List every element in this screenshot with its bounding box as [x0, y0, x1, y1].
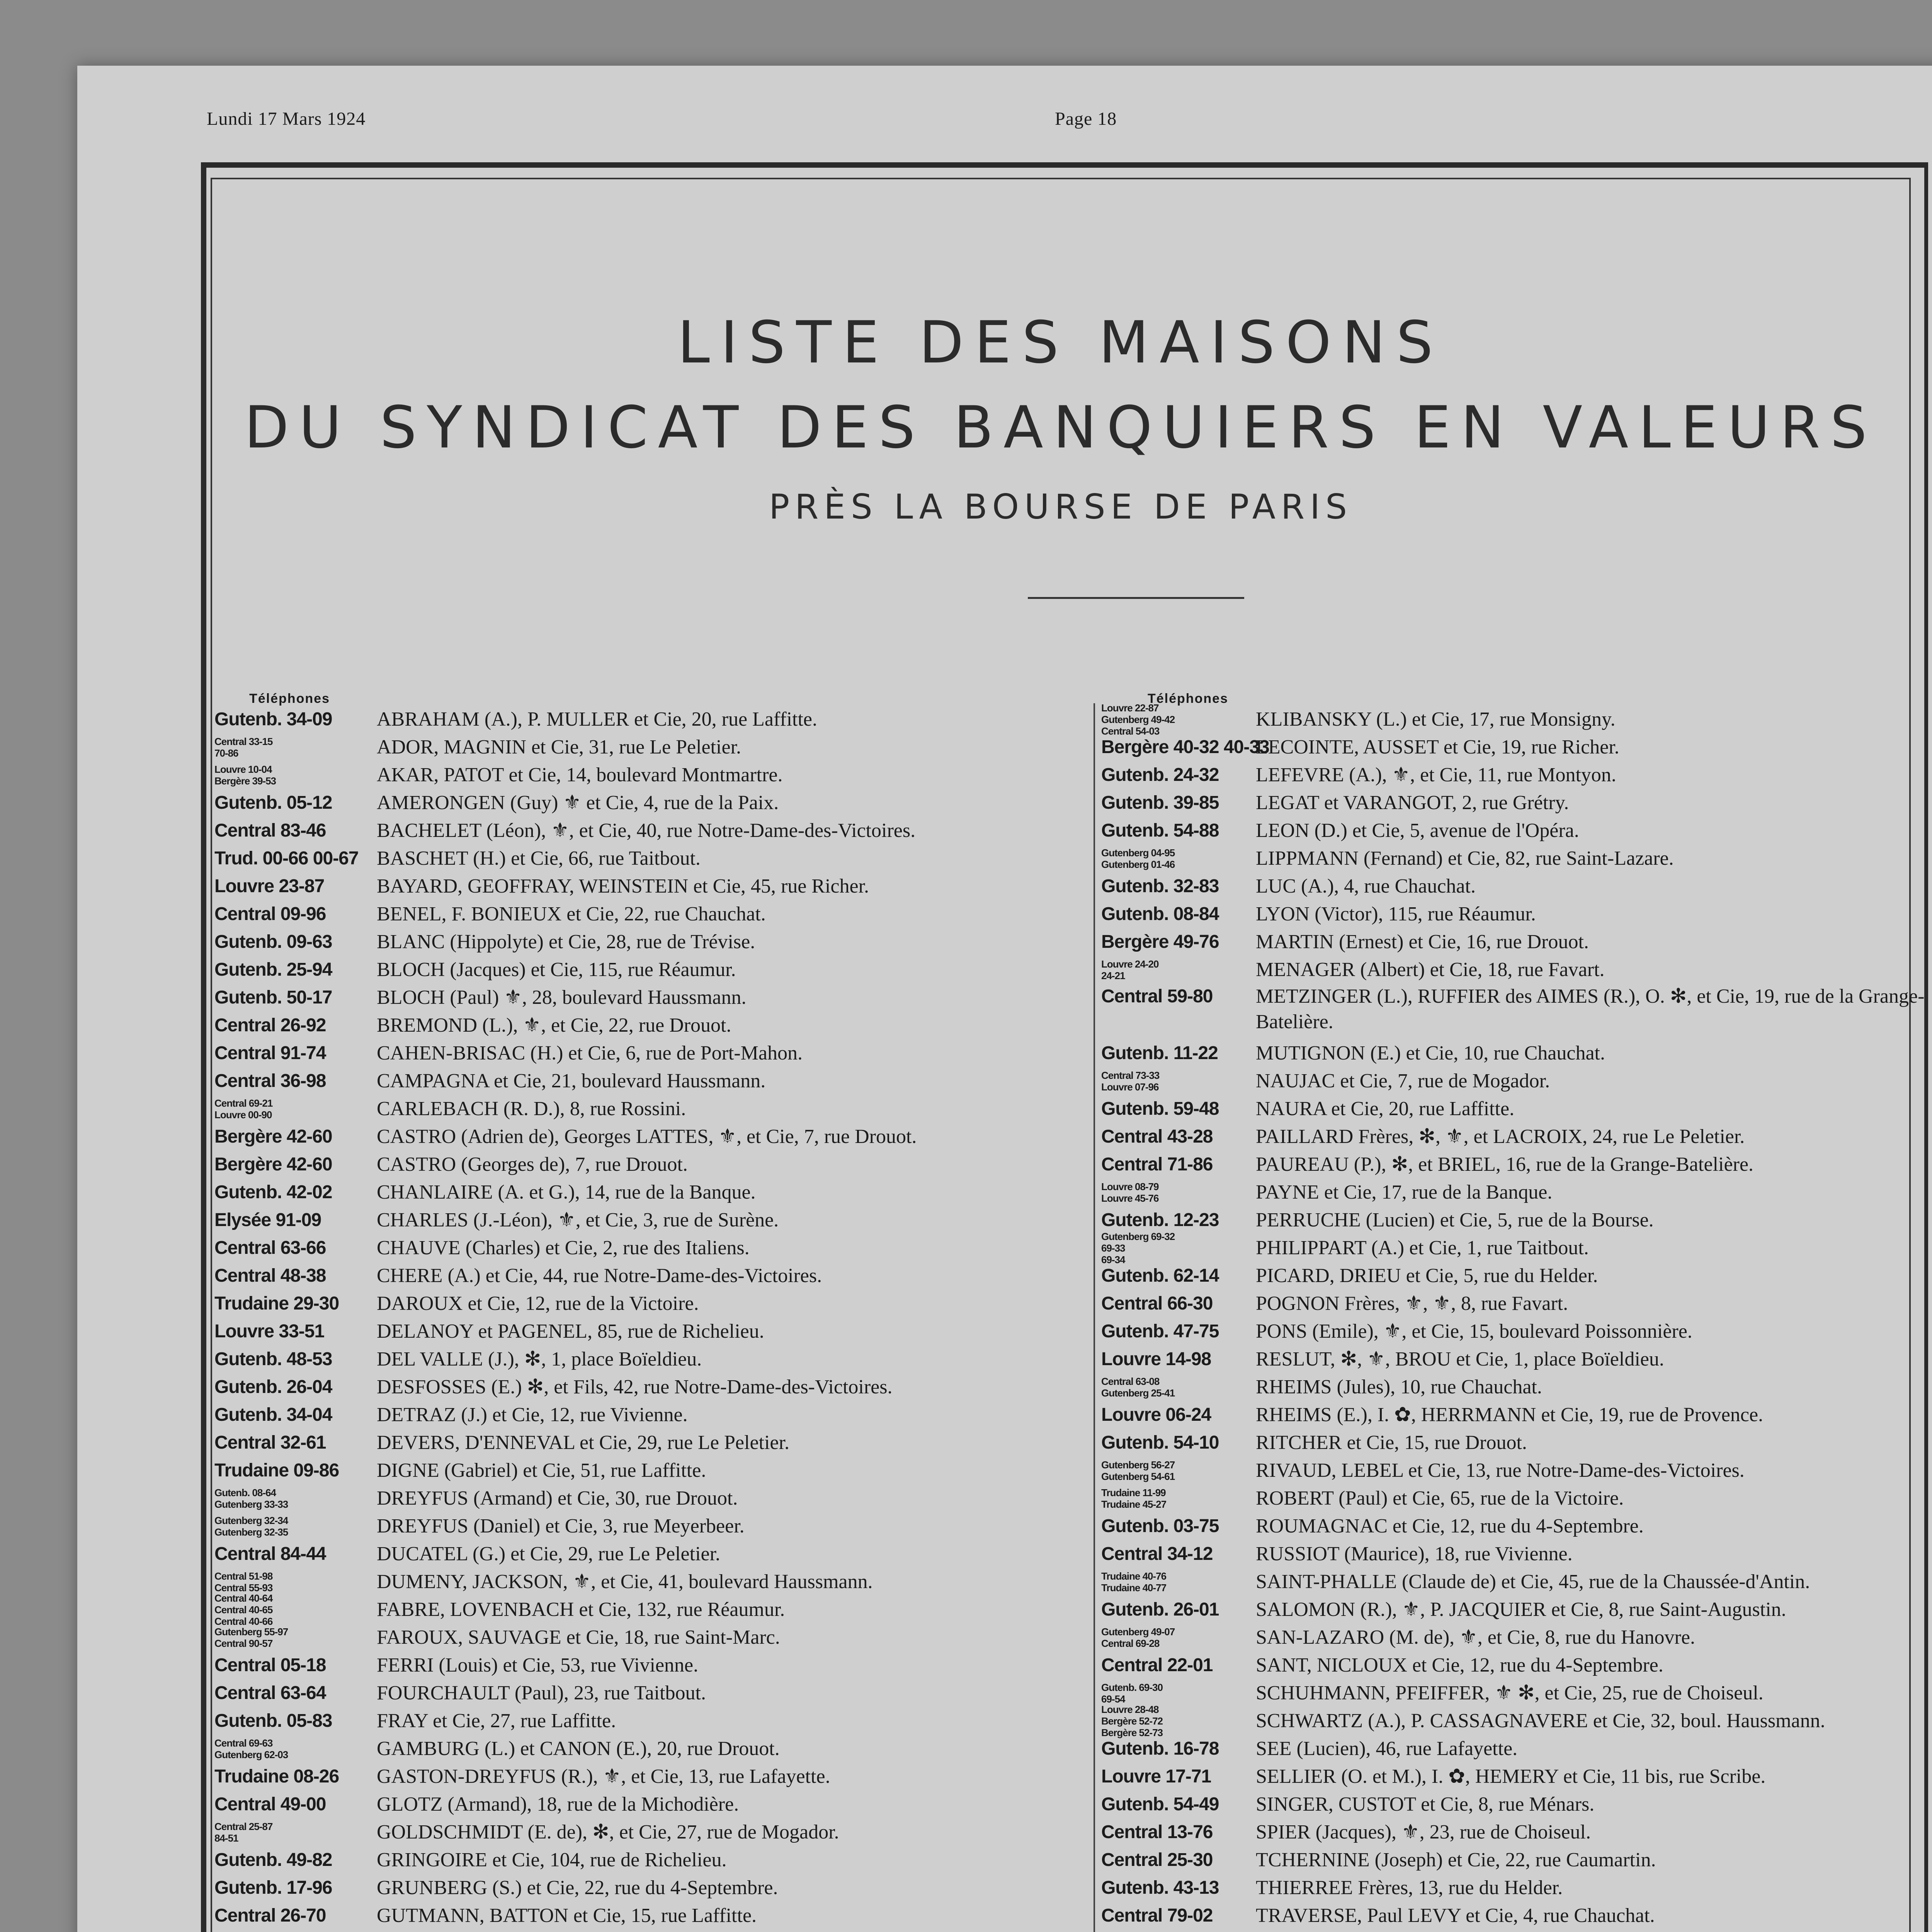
bank-name [377, 1930, 1099, 1932]
bank-entry [1101, 1067, 1932, 1095]
bank-entry [1101, 1902, 1932, 1930]
bank-entry [214, 1791, 1099, 1818]
phone-number: Gutenb. 48-53 [214, 1349, 332, 1369]
bank-entry [1101, 761, 1932, 789]
phone-number: Louvre 23-87 [214, 876, 325, 896]
phone-number: Gutenb. 54-10 [1101, 1432, 1219, 1453]
bank-name: DELANOY et PAGENEL, 85, rue de Richelieu. [377, 1320, 764, 1342]
bank-entry [1101, 1206, 1932, 1234]
bank-entry [1101, 1151, 1932, 1179]
bank-name: LECOINTE, AUSSET et Cie, 19, rue Richer. [1256, 736, 1619, 758]
phone-number: Central 49-00 [214, 1794, 326, 1815]
bank-name: PAILLARD Frères, ✻, ⚜, et LACROIX, 24, rue Le Peletier. [1256, 1126, 1745, 1148]
bank-name: SINGER, CUSTOT et Cie, 8, rue Ménars. [1256, 1793, 1595, 1815]
bank-name: FERRI (Louis) et Cie, 53, rue Vivienne. [377, 1654, 699, 1676]
bank-entry [1101, 1262, 1932, 1290]
phone-number: Gutenb. 12-23 [1101, 1210, 1219, 1230]
bank-name: GUTMANN, BATTON et Cie, 15, rue Laffitte. [377, 1905, 757, 1927]
phone-number: Central 84-44 [214, 1544, 326, 1564]
bank-name: LEFEVRE (A.), ⚜, et Cie, 11, rue Montyon. [1256, 764, 1616, 786]
phone-number: Gutenb. 50-17 [214, 987, 332, 1008]
phone-number: Gutenb. 39-85 [1101, 793, 1219, 813]
phone-number: Elysée 91-09 [214, 1210, 321, 1230]
bank-entry [214, 1039, 1099, 1067]
bank-entry [214, 1902, 1099, 1930]
title-line-3: PRÈS LA BOURSE DE PARIS [769, 487, 1352, 527]
bank-entry [214, 1179, 1099, 1206]
bank-entry [1101, 1231, 1932, 1265]
phone-number: Gutenb. 26-01 [1101, 1599, 1219, 1620]
bank-entry [214, 1540, 1099, 1568]
bank-entry [1101, 1039, 1932, 1067]
bank-name: BLANC (Hippolyte) et Cie, 28, rue de Trévise. [377, 931, 755, 953]
phone-number: Bergère 40-32 40-33 [1101, 737, 1269, 757]
bank-name: POGNON Frères, ⚜, ⚜, 8, rue Favart. [1256, 1293, 1568, 1315]
bank-name: LIPPMANN (Fernand) et Cie, 82, rue Saint-Lazare. [1256, 847, 1674, 869]
phone-number: Central 69-63 Gutenberg 62-03 [214, 1737, 288, 1760]
bank-entry [1101, 789, 1932, 817]
bank-name: PAYNE et Cie, 17, rue de la Banque. [1256, 1181, 1553, 1203]
bank-name: GLOTZ (Armand), 18, rue de la Michodière. [377, 1793, 739, 1815]
bank-name: RUSSIOT (Maurice), 18, rue Vivienne. [1256, 1543, 1573, 1565]
bank-entry [214, 1930, 1099, 1932]
bank-entry [1101, 1095, 1932, 1123]
bank-name: DREYFUS (Daniel) et Cie, 3, rue Meyerbeer. [377, 1515, 745, 1537]
bank-name: FAROUX, SAUVAGE et Cie, 18, rue Saint-Marc. [377, 1626, 780, 1648]
bank-entry [1101, 1457, 1932, 1485]
phone-number: Louvre 08-79 Louvre 45-76 [1101, 1181, 1159, 1204]
phone-number: Gutenberg 32-34 Gutenberg 32-35 [214, 1515, 288, 1538]
bank-name: NAUJAC et Cie, 7, rue de Mogador. [1256, 1070, 1550, 1092]
phone-number: Central 40-64 Central 40-65 Central 40-66 [214, 1592, 273, 1627]
bank-name: NAURA et Cie, 20, rue Laffitte. [1256, 1098, 1515, 1120]
phone-number: Gutenberg 55-97 Central 90-57 [214, 1626, 288, 1649]
phone-number: Central 13-76 [1101, 1822, 1213, 1842]
bank-name: SPIER (Jacques), ⚜, 23, rue de Choiseul. [1256, 1821, 1591, 1843]
bank-entry [214, 1512, 1099, 1540]
phone-number: Central 66-30 [1101, 1293, 1213, 1314]
phone-number: Gutenberg 56-27 Gutenberg 54-61 [1101, 1459, 1175, 1482]
phone-number: Gutenb. 54-88 [1101, 820, 1219, 841]
bank-entry [1101, 1651, 1932, 1679]
bank-name: PICARD, DRIEU et Cie, 5, rue du Helder. [1256, 1265, 1598, 1287]
phone-number: Louvre 22-87 Gutenberg 49-42 Central 54-03 [1101, 702, 1175, 737]
bank-name: LEON (D.) et Cie, 5, avenue de l'Opéra. [1256, 820, 1579, 842]
phone-number: Gutenb. 11-22 [1101, 1043, 1218, 1063]
phone-number [1101, 1930, 1256, 1932]
bank-entry [214, 1206, 1099, 1234]
bank-entry [1101, 928, 1932, 956]
bank-entry [1101, 872, 1932, 900]
phone-number: Central 25-87 84-51 [214, 1821, 273, 1844]
phone-number: Central 63-66 [214, 1238, 326, 1258]
bank-entry [1101, 1373, 1932, 1401]
bank-entry [214, 1457, 1099, 1485]
bank-entry [214, 845, 1099, 872]
bank-entry [214, 1151, 1099, 1179]
bank-entry [1101, 956, 1932, 984]
phone-number: Trudaine 29-30 [214, 1293, 339, 1314]
bank-name: RIVAUD, LEBEL et Cie, 13, rue Notre-Dame-des-Victoires. [1256, 1459, 1745, 1481]
phone-number: Bergère 49-76 [1101, 932, 1219, 952]
page-header [207, 108, 1117, 129]
bank-entry [214, 900, 1099, 928]
bank-name: PHILIPPART (A.) et Cie, 1, rue Taitbout. [1256, 1237, 1589, 1259]
bank-name: CHERE (A.) et Cie, 44, rue Notre-Dame-des-Victoires. [377, 1265, 822, 1287]
phone-number: Gutenberg 69-32 69-33 69-34 [1101, 1231, 1175, 1265]
bank-name: DETRAZ (J.) et Cie, 12, rue Vivienne. [377, 1404, 688, 1426]
bank-name: LYON (Victor), 115, rue Réaumur. [1256, 903, 1536, 925]
bank-entry [1101, 1763, 1932, 1791]
phone-number: Central 22-01 [1101, 1655, 1213, 1675]
phone-number: Trudaine 08-26 [214, 1766, 339, 1787]
phone-number: Gutenb. 25-94 [214, 959, 332, 980]
bank-entry [1101, 1624, 1932, 1651]
bank-name: CAMPAGNA et Cie, 21, boulevard Haussmann. [377, 1070, 766, 1092]
phone-number: Gutenb. 24-32 [1101, 765, 1219, 785]
bank-entry [214, 817, 1099, 845]
bank-name: DESFOSSES (E.) ✻, et Fils, 42, rue Notre-Dame-des-Victoires. [377, 1376, 893, 1398]
bank-entry [1101, 1540, 1932, 1568]
bank-entry [214, 1485, 1099, 1512]
phone-number: Central 91-74 [214, 1043, 326, 1063]
bank-entry [1101, 845, 1932, 872]
bank-name: SEE (Lucien), 46, rue Lafayette. [1256, 1738, 1518, 1760]
bank-name: GRUNBERG (S.) et Cie, 22, rue du 4-Septembre. [377, 1877, 778, 1899]
phone-number: Gutenb. 43-13 [1101, 1878, 1219, 1898]
phone-number: Central 05-18 [214, 1655, 326, 1675]
bank-name: GASTON-DREYFUS (R.), ⚜, et Cie, 13, rue Lafayette. [377, 1765, 830, 1787]
bank-entry [1101, 1568, 1932, 1596]
phone-number: Central 71-86 [1101, 1154, 1213, 1175]
bank-name: GAMBURG (L.) et CANON (E.), 20, rue Drouot. [377, 1738, 780, 1760]
phone-number: Central 25-30 [1101, 1850, 1213, 1870]
bank-entry [1101, 1290, 1932, 1318]
bank-name: TCHERNINE (Joseph) et Cie, 22, rue Caumartin. [1256, 1849, 1656, 1871]
bank-name: SCHWARTZ (A.), P. CASSAGNAVERE et Cie, 32, boul. Haussmann. [1256, 1710, 1825, 1732]
phone-number: Gutenb. 42-02 [214, 1182, 332, 1202]
bank-entry [1101, 1679, 1932, 1707]
bank-name: RHEIMS (Jules), 10, rue Chauchat. [1256, 1376, 1542, 1398]
bank-name: AKAR, PATOT et Cie, 14, boulevard Montmartre. [377, 764, 783, 786]
phone-number: Central 32-61 [214, 1432, 326, 1453]
bank-name: DUCATEL (G.) et Cie, 29, rue Le Peletier. [377, 1543, 721, 1565]
bank-entry [1101, 1791, 1932, 1818]
bank-name: MENAGER (Albert) et Cie, 18, rue Favart. [1256, 959, 1605, 981]
bank-entry [1101, 1429, 1932, 1457]
bank-entry [1101, 817, 1932, 845]
bank-name: CASTRO (Georges de), 7, rue Drouot. [377, 1153, 688, 1175]
bank-entry [214, 1234, 1099, 1262]
bank-entry [1101, 1846, 1932, 1874]
title-line-2: DU SYNDICAT DES BANQUIERS EN VALEURS [244, 394, 1877, 461]
bank-name: CASTRO (Adrien de), Georges LATTES, ⚜, et Cie, 7, rue Drouot. [377, 1126, 917, 1148]
bank-name: ABRAHAM (A.), P. MULLER et Cie, 20, rue Laffitte. [377, 708, 818, 730]
bank-entry [214, 1651, 1099, 1679]
bank-entry [214, 789, 1099, 817]
bank-name: BREMOND (L.), ⚜, et Cie, 22, rue Drouot. [377, 1014, 731, 1036]
phone-number: Gutenb. 34-04 [214, 1405, 332, 1425]
phone-number: Central 26-70 [214, 1905, 326, 1926]
bank-entry [1101, 1401, 1932, 1429]
bank-entry [214, 984, 1099, 1012]
bank-name: LEGAT et VARANGOT, 2, rue Grétry. [1256, 792, 1569, 814]
bank-entry [214, 1763, 1099, 1791]
phone-number: Central 83-46 [214, 820, 326, 841]
bank-name: SALOMON (R.), ⚜, P. JACQUIER et Cie, 8, rue Saint-Augustin. [1256, 1599, 1786, 1621]
bank-name: METZINGER (L.), RUFFIER des AIMES (R.), O. ✻, et Cie, 19, rue de la Grange-Batelière. [1256, 985, 1925, 1033]
bank-entry [214, 1735, 1099, 1763]
phone-number: Central 09-96 [214, 904, 326, 924]
phone-number: Trudaine 40-76 Trudaine 40-77 [1101, 1570, 1167, 1594]
bank-name: THIERREE Frères, 13, rue du Helder. [1256, 1877, 1563, 1899]
bank-entry [1101, 1596, 1932, 1624]
phone-number: Gutenb. 05-83 [214, 1711, 332, 1731]
phone-number: Trudaine 09-86 [214, 1460, 339, 1481]
bank-entry [214, 1262, 1099, 1290]
bank-entry [214, 1318, 1099, 1345]
bank-name: TRAVERSE, Paul LEVY et Cie, 4, rue Chauchat. [1256, 1905, 1655, 1927]
bank-entry [1101, 1704, 1932, 1738]
bank-name: ROBERT (Paul) et Cie, 65, rue de la Victoire. [1256, 1487, 1624, 1509]
bank-entry [214, 1707, 1099, 1735]
bank-name: PERRUCHE (Lucien) et Cie, 5, rue de la Bourse. [1256, 1209, 1654, 1231]
phone-number: Gutenb. 26-04 [214, 1377, 332, 1397]
bank-name: FRAY et Cie, 27, rue Laffitte. [377, 1710, 616, 1732]
phone-number: Gutenb. 54-49 [1101, 1794, 1219, 1815]
bank-entry [214, 1373, 1099, 1401]
phone-number: Gutenb. 62-14 [1101, 1265, 1219, 1286]
bank-entry [1101, 1179, 1932, 1206]
bank-name: MARTIN (Ernest) et Cie, 16, rue Drouot. [1256, 931, 1589, 953]
bank-entry [1101, 984, 1932, 1039]
bank-name: SANT, NICLOUX et Cie, 12, rue du 4-Septembre. [1256, 1654, 1663, 1676]
bank-entry [214, 1818, 1099, 1846]
bank-name: BASCHET (H.) et Cie, 66, rue Taitbout. [377, 847, 701, 869]
bank-entry [214, 1874, 1099, 1902]
bank-name: PONS (Emile), ⚜, et Cie, 15, boulevard Poissonnière. [1256, 1320, 1692, 1342]
bank-entry [214, 1123, 1099, 1151]
phone-number: Bergère 42-60 [214, 1154, 332, 1175]
phone-number: Central 34-12 [1101, 1544, 1213, 1564]
bank-name: BAYARD, GEOFFRAY, WEINSTEIN et Cie, 45, rue Richer. [377, 875, 869, 897]
bank-name: RITCHER et Cie, 15, rue Drouot. [1256, 1432, 1527, 1454]
bank-entry [214, 733, 1099, 761]
bank-name: DEL VALLE (J.), ✻, 1, place Boïeldieu. [377, 1348, 702, 1370]
bank-entry [1101, 733, 1932, 761]
phone-number: Louvre 06-24 [1101, 1405, 1211, 1425]
bank-name: CHARLES (J.-Léon), ⚜, et Cie, 3, rue de Surène. [377, 1209, 779, 1231]
phone-number: Central 43-28 [1101, 1126, 1213, 1147]
bank-entry [214, 1846, 1099, 1874]
phone-number: Louvre 14-98 [1101, 1349, 1211, 1369]
phone-number: Louvre 24-20 24-21 [1101, 958, 1159, 981]
bank-entry [1101, 1485, 1932, 1512]
phone-number: Gutenberg 04-95 Gutenberg 01-46 [1101, 847, 1175, 870]
bank-entry [214, 1592, 1099, 1627]
title-line-1: LISTE DES MAISONS [677, 309, 1444, 376]
phone-number: Central 63-08 Gutenberg 25-41 [1101, 1376, 1175, 1399]
bank-entry [214, 1401, 1099, 1429]
phone-number: Louvre 33-51 [214, 1321, 325, 1342]
bank-name: ROUMAGNAC et Cie, 12, rue du 4-Septembre. [1256, 1515, 1644, 1537]
phone-number: Gutenb. 47-75 [1101, 1321, 1219, 1342]
bank-entry [214, 928, 1099, 956]
phone-number: Louvre 17-71 [1101, 1766, 1211, 1787]
bank-name: DEVERS, D'ENNEVAL et Cie, 29, rue Le Peletier. [377, 1432, 789, 1454]
bank-entry [214, 956, 1099, 984]
bank-entry [214, 1095, 1099, 1123]
bank-list-left [214, 692, 1099, 1932]
phone-number: Central 59-80 [1101, 986, 1213, 1007]
bank-entry [1101, 1818, 1932, 1846]
phone-number: Gutenb. 34-09 [214, 709, 332, 730]
bank-name: CAHEN-BRISAC (H.) et Cie, 6, rue de Port-Mahon. [377, 1042, 803, 1064]
bank-entry [214, 872, 1099, 900]
bank-name: BENEL, F. BONIEUX et Cie, 22, rue Chauchat. [377, 903, 766, 925]
phones-heading: Téléphones [1148, 691, 1228, 706]
bank-entry [214, 1429, 1099, 1457]
phone-number: Central 73-33 Louvre 07-96 [1101, 1070, 1160, 1093]
bank-entry [1101, 1930, 1932, 1932]
phone-number: Central 51-98 Central 55-93 [214, 1570, 273, 1594]
bank-name: DUMENY, JACKSON, ⚜, et Cie, 41, boulevard Haussmann. [377, 1571, 873, 1593]
bank-name: KLIBANSKY (L.) et Cie, 17, rue Monsigny. [1256, 708, 1616, 730]
bank-name: SELLIER (O. et M.), I. ✿, HEMERY et Cie, 11 bis, rue Scribe. [1256, 1765, 1766, 1787]
phone-number: Bergère 42-60 [214, 1126, 332, 1147]
phone-number: Louvre 28-48 Bergère 52-72 Bergère 52-73 [1101, 1704, 1163, 1738]
bank-entry [1101, 1123, 1932, 1151]
phone-number: Gutenb. 17-96 [214, 1878, 332, 1898]
phone-number: Central 36-98 [214, 1071, 326, 1091]
phone-number: Gutenb. 69-30 69-54 [1101, 1682, 1163, 1705]
bank-name: RHEIMS (E.), I. ✿, HERRMANN et Cie, 19, rue de Provence. [1256, 1404, 1764, 1426]
phone-number: Gutenb. 05-12 [214, 793, 332, 813]
bank-entry [1101, 900, 1932, 928]
phone-number: Gutenb. 16-78 [1101, 1738, 1219, 1759]
title-rule [1028, 597, 1244, 599]
bank-name: FOURCHAULT (Paul), 23, rue Taitbout. [377, 1682, 706, 1704]
bank-name: DIGNE (Gabriel) et Cie, 51, rue Laffitte. [377, 1459, 706, 1481]
phone-number: Central 69-21 Louvre 00-90 [214, 1097, 273, 1121]
bank-name: LUC (A.), 4, rue Chauchat. [1256, 875, 1476, 897]
bank-entry [214, 1345, 1099, 1373]
bank-name: SAN-LAZARO (M. de), ⚜, et Cie, 8, rue du Hanovre. [1256, 1626, 1695, 1648]
phone-number: Gutenb. 09-63 [214, 932, 332, 952]
phone-number: Gutenb. 08-64 Gutenberg 33-33 [214, 1487, 288, 1510]
bank-name: RESLUT, ✻, ⚜, BROU et Cie, 1, place Boïeldieu. [1256, 1348, 1664, 1370]
phone-number: Gutenberg 49-07 Central 69-28 [1101, 1626, 1175, 1649]
phone-number: Trudaine 11-99 Trudaine 45-27 [1101, 1487, 1167, 1510]
bank-entry [1101, 1512, 1932, 1540]
phone-number: Trud. 00-66 00-67 [214, 848, 359, 869]
bank-entry [1101, 1735, 1932, 1763]
header-page-number: Page 18 [1055, 109, 1117, 129]
phone-number: Louvre 10-04 Bergère 39-53 [214, 764, 276, 787]
phone-number: Gutenb. 03-75 [1101, 1516, 1219, 1536]
bank-entry [214, 1679, 1099, 1707]
bank-entry [214, 1568, 1099, 1596]
phone-number: Gutenb. 08-84 [1101, 904, 1219, 924]
bank-name: GOLDSCHMIDT (E. de), ✻, et Cie, 27, rue de Mogador. [377, 1821, 839, 1843]
bank-list-right [1101, 692, 1932, 1932]
bank-entry [214, 1012, 1099, 1039]
phone-number: Gutenb. 59-48 [1101, 1099, 1219, 1119]
bank-name: BACHELET (Léon), ⚜, et Cie, 40, rue Notre-Dame-des-Victoires. [377, 820, 916, 842]
phone-number: Central 48-38 [214, 1265, 326, 1286]
bank-name: ADOR, MAGNIN et Cie, 31, rue Le Peletier. [377, 736, 742, 758]
phone-number: Central 63-64 [214, 1683, 326, 1703]
bank-name: AMERONGEN (Guy) ⚜ et Cie, 4, rue de la Paix. [377, 792, 779, 814]
bank-name: DREYFUS (Armand) et Cie, 30, rue Drouot. [377, 1487, 738, 1509]
phone-number: Gutenb. 49-82 [214, 1850, 332, 1870]
bank-entry [1101, 702, 1932, 737]
phone-number: Gutenb. 32-83 [1101, 876, 1219, 896]
phone-number: Central 33-15 70-86 [214, 736, 273, 759]
bank-entry [214, 706, 1099, 733]
bank-name: CHANLAIRE (A. et G.), 14, rue de la Banque. [377, 1181, 756, 1203]
bank-entry [1101, 1318, 1932, 1345]
bank-name: CHAUVE (Charles) et Cie, 2, rue des Italiens. [377, 1237, 750, 1259]
phones-heading: Téléphones [249, 691, 330, 706]
bank-name: DAROUX et Cie, 12, rue de la Victoire. [377, 1293, 699, 1315]
bank-entry [214, 761, 1099, 789]
bank-name: BLOCH (Paul) ⚜, 28, boulevard Haussmann. [377, 986, 747, 1009]
bank-name: PAUREAU (P.), ✻, et BRIEL, 16, rue de la Grange-Batelière. [1256, 1153, 1753, 1175]
bank-entry [214, 1624, 1099, 1651]
bank-entry [214, 1290, 1099, 1318]
bank-entry [1101, 1874, 1932, 1902]
bank-name: BLOCH (Jacques) et Cie, 115, rue Réaumur. [377, 959, 736, 981]
phone-number: Central 26-92 [214, 1015, 326, 1036]
bank-name: FABRE, LOVENBACH et Cie, 132, rue Réaumur. [377, 1599, 785, 1621]
bank-name: CARLEBACH (R. D.), 8, rue Rossini. [377, 1098, 686, 1120]
bank-name [1256, 1930, 1932, 1932]
phone-number: Central 79-02 [1101, 1905, 1213, 1926]
bank-name: MUTIGNON (E.) et Cie, 10, rue Chauchat. [1256, 1042, 1605, 1064]
bank-entry [1101, 1345, 1932, 1373]
bank-name: SCHUHMANN, PFEIFFER, ⚜ ✻, et Cie, 25, rue de Choiseul. [1256, 1682, 1764, 1704]
bank-name: SAINT-PHALLE (Claude de) et Cie, 45, rue de la Chaussée-d'Antin. [1256, 1571, 1810, 1593]
bank-entry [214, 1067, 1099, 1095]
bank-name: GRINGOIRE et Cie, 104, rue de Richelieu. [377, 1849, 727, 1871]
header-date: Lundi 17 Mars 1924 [207, 109, 366, 129]
